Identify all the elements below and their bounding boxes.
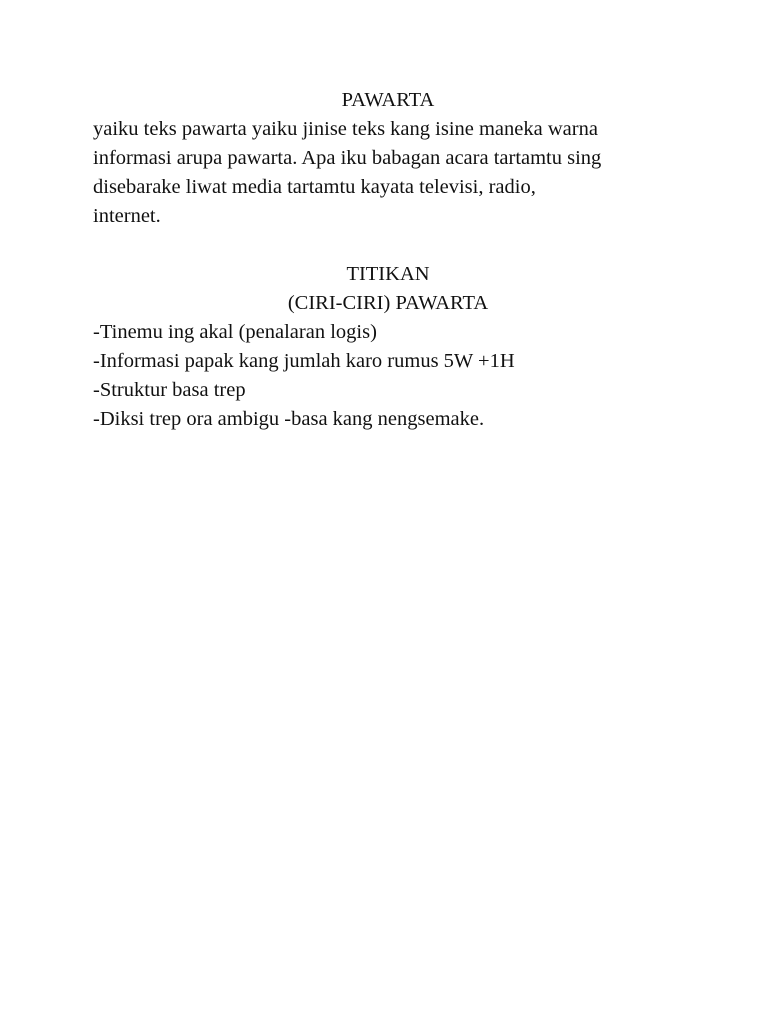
list-item: -Tinemu ing akal (penalaran logis)	[93, 321, 377, 343]
section-spacer	[93, 231, 683, 260]
paragraph-line: informasi arupa pawarta. Apa iku babagan acara tartamtu sing	[93, 147, 602, 169]
document-page	[93, 86, 683, 434]
list-item: -Diksi trep ora ambigu -basa kang nengsemake.	[93, 408, 485, 430]
characteristics-list	[93, 318, 683, 434]
list-item: -Struktur basa trep	[93, 379, 246, 401]
definition-paragraph	[93, 115, 683, 231]
paragraph-line: internet.	[93, 205, 161, 227]
list-item: -Informasi papak kang jumlah karo rumus 5W +1H	[93, 350, 515, 372]
paragraph-line: yaiku teks pawarta yaiku jinise teks kang isine maneka warna	[93, 118, 598, 140]
paragraph-line: disebarake liwat media tartamtu kayata televisi, radio,	[93, 176, 536, 198]
section-subtitle-ciri-ciri: (CIRI-CIRI) PAWARTA	[287, 292, 489, 314]
section-title-titikan: TITIKAN	[346, 263, 430, 285]
section-title-pawarta: PAWARTA	[341, 89, 435, 111]
